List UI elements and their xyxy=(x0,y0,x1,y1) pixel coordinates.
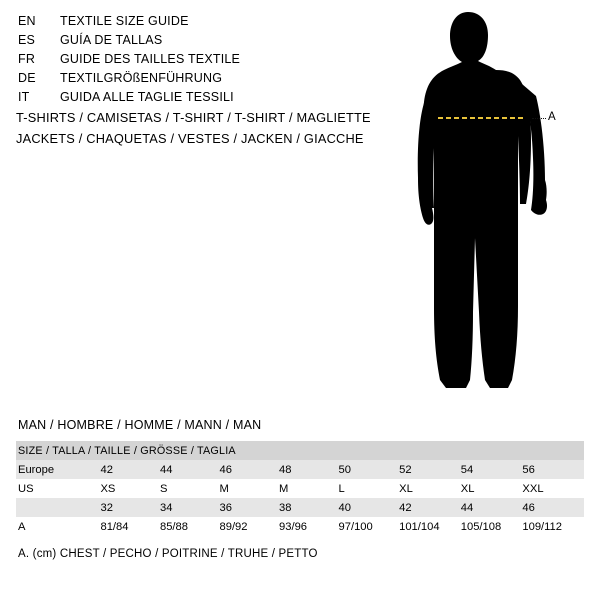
cell: 44 xyxy=(461,498,523,517)
language-row-es xyxy=(18,33,398,52)
measure-leader-line xyxy=(532,118,546,119)
language-row-de xyxy=(18,71,398,90)
table-row xyxy=(16,479,584,498)
language-code: FR xyxy=(18,52,36,66)
cell: 38 xyxy=(279,498,339,517)
language-row-fr xyxy=(18,52,398,71)
row-label: US xyxy=(16,479,100,498)
garment-category-list xyxy=(16,110,416,152)
cell: 81/84 xyxy=(100,517,160,536)
cell: 46 xyxy=(522,498,584,517)
language-title: TEXTILE SIZE GUIDE xyxy=(60,14,189,28)
cell: XL xyxy=(461,479,523,498)
table-row xyxy=(16,460,584,479)
cell: 42 xyxy=(100,460,160,479)
cell: 40 xyxy=(339,498,400,517)
section-heading-man: MAN / HOMBRE / HOMME / MANN / MAN xyxy=(18,418,262,432)
cell: 44 xyxy=(160,460,220,479)
cell: 109/112 xyxy=(522,517,584,536)
row-label: Europe xyxy=(16,460,100,479)
table-header-label: SIZE / TALLA / TAILLE / GRÖSSE / TAGLIA xyxy=(16,441,584,460)
table-header-row xyxy=(16,441,584,460)
cell: 54 xyxy=(461,460,523,479)
table-row xyxy=(16,498,584,517)
male-silhouette-figure xyxy=(400,8,600,408)
cell: S xyxy=(160,479,220,498)
language-title: GUÍA DE TALLAS xyxy=(60,33,163,47)
cell: 32 xyxy=(100,498,160,517)
cell: 105/108 xyxy=(461,517,523,536)
language-code: DE xyxy=(18,71,36,85)
category-jackets: JACKETS / CHAQUETAS / VESTES / JACKEN / GIACCHE xyxy=(16,131,364,146)
cell: 56 xyxy=(522,460,584,479)
cell: 36 xyxy=(220,498,280,517)
table-row xyxy=(16,517,584,536)
language-title: GUIDA ALLE TAGLIE TESSILI xyxy=(60,90,234,104)
silhouette-icon xyxy=(400,8,600,408)
cell: 93/96 xyxy=(279,517,339,536)
cell: 52 xyxy=(399,460,461,479)
cell: 101/104 xyxy=(399,517,461,536)
cell: 89/92 xyxy=(220,517,280,536)
language-row-en xyxy=(18,14,398,33)
language-list xyxy=(18,14,398,109)
cell: 46 xyxy=(220,460,280,479)
category-tshirts: T-SHIRTS / CAMISETAS / T-SHIRT / T-SHIRT / MAGLIETTE xyxy=(16,110,371,125)
cell: 48 xyxy=(279,460,339,479)
cell: 50 xyxy=(339,460,400,479)
language-title: TEXTILGRÖßENFÜHRUNG xyxy=(60,71,223,85)
cell: 42 xyxy=(399,498,461,517)
cell: XS xyxy=(100,479,160,498)
cell: 34 xyxy=(160,498,220,517)
measurement-footnote: A. (cm) CHEST / PECHO / POITRINE / TRUHE / PETTO xyxy=(18,548,318,560)
cell: 97/100 xyxy=(339,517,400,536)
cell: XXL xyxy=(522,479,584,498)
size-table xyxy=(16,441,584,536)
language-code: ES xyxy=(18,33,36,47)
cell: XL xyxy=(399,479,461,498)
cell: M xyxy=(279,479,339,498)
cell: L xyxy=(339,479,400,498)
language-code: IT xyxy=(18,90,30,104)
cell: 85/88 xyxy=(160,517,220,536)
language-row-it xyxy=(18,90,398,109)
cell: M xyxy=(220,479,280,498)
measure-label-a: A xyxy=(548,111,556,123)
language-code: EN xyxy=(18,14,36,28)
row-label: A xyxy=(16,517,100,536)
language-title: GUIDE DES TAILLES TEXTILE xyxy=(60,52,241,66)
row-label xyxy=(16,498,100,517)
